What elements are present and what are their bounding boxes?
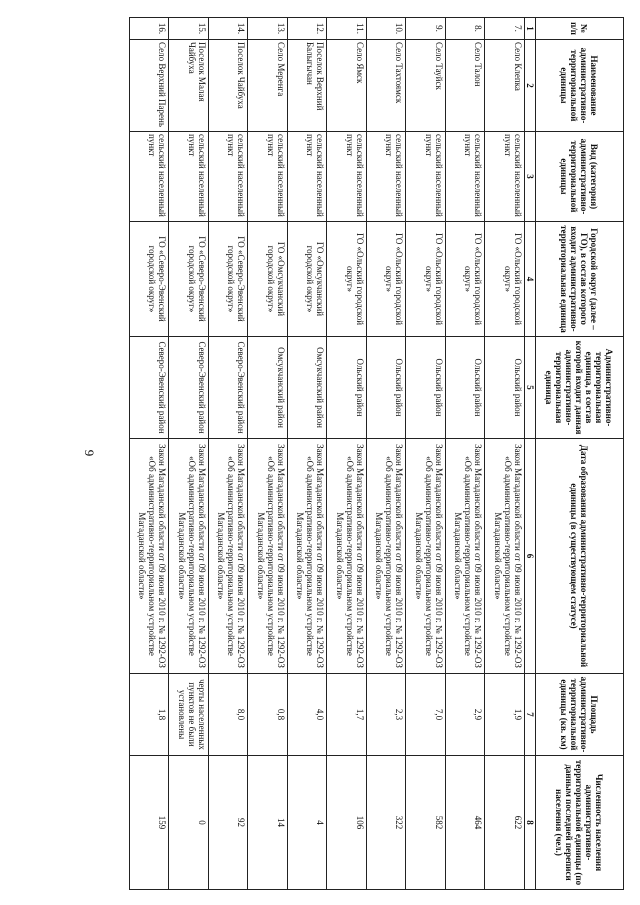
column-number: 8 [525,756,536,890]
city-district-cell: ГО «Ольский городской округ» [446,222,486,337]
row-number-cell: 8. [446,18,486,40]
population-cell: 582 [406,756,446,890]
unit-name-cell: Село Тахтоямск [367,40,407,132]
row-number-cell: 11. [327,18,367,40]
row-number-cell: 14. [209,18,249,40]
table-row [446,18,486,890]
area-sq-km-cell: 1,9 [485,674,525,756]
area-sq-km-cell: 1,8 [130,674,170,756]
formation-law-cell: Закон Магаданской области от 09 июня 2010 г. № 1292-ОЗ «Об административно-территориальном устройстве Магаданской области» [130,439,170,674]
unit-type-cell: сельский населенный пункт [169,132,209,222]
document-table-area [129,17,624,889]
row-number-cell: 7. [485,18,525,40]
area-sq-km-cell: 4,0 [288,674,328,756]
city-district-cell: ГО «Ольский городской округ» [485,222,525,337]
city-district-cell: ГО «Северо-Эвенский городской округ» [169,222,209,337]
unit-name-cell: Поселок Малая Чайбуха [169,40,209,132]
city-district-cell: ГО «Ольский городской округ» [367,222,407,337]
table-body [130,18,525,890]
row-number-cell: 10. [367,18,407,40]
formation-law-cell: Закон Магаданской области от 09 июня 2010 г. № 1292-ОЗ «Об административно-территориальном устройстве Магаданской области» [485,439,525,674]
column-number: 2 [525,40,536,132]
unit-name-cell: Поселок Верхний Балыгычан [288,40,328,132]
table-row [406,18,446,890]
parent-district-cell: Северо-Эвенский район [130,337,170,439]
parent-district-cell: Северо-Эвенский район [209,337,249,439]
unit-name-cell: Поселок Чайбуха [209,40,249,132]
area-sq-km-cell: черты населенных пунктов не были установлены [169,674,209,756]
unit-name-cell: Село Клепка [485,40,525,132]
formation-law-cell: Закон Магаданской области от 09 июня 2010 г. № 1292-ОЗ «Об административно-территориальном устройстве Магаданской области» [406,439,446,674]
population-cell: 159 [130,756,170,890]
area-sq-km-cell: 2,9 [446,674,486,756]
parent-district-cell: Омсукчанский район [288,337,328,439]
parent-district-cell: Омсукчанский район [248,337,288,439]
column-number: 3 [525,132,536,222]
unit-name-cell: Село Талон [446,40,486,132]
column-number: 6 [525,439,536,674]
header-cell: Наименование административно-территориальной единицы [536,40,624,132]
city-district-cell: ГО «Омсукчанский городской округ» [288,222,328,337]
unit-type-cell: сельский населенный пункт [446,132,486,222]
parent-district-cell: Ольский район [367,337,407,439]
city-district-cell: ГО «Северо-Эвенский городской округ» [130,222,170,337]
header-cell: Городской округ (далее – ГО), в состав которого входит административно-территориальная единица [536,222,624,337]
row-number-cell: 9. [406,18,446,40]
population-cell: 322 [367,756,407,890]
parent-district-cell: Ольский район [327,337,367,439]
parent-district-cell: Ольский район [485,337,525,439]
table-row [288,18,328,890]
city-district-cell: ГО «Северо-Эвенский городской округ» [209,222,249,337]
formation-law-cell: Закон Магаданской области от 09 июня 2010 г. № 1292-ОЗ «Об административно-территориальном устройстве Магаданской области» [248,439,288,674]
population-cell: 464 [446,756,486,890]
formation-law-cell: Закон Магаданской области от 09 июня 2010 г. № 1292-ОЗ «Об административно-территориальном устройстве Магаданской области» [327,439,367,674]
area-sq-km-cell: 0,8 [248,674,288,756]
unit-name-cell: Село Меренга [248,40,288,132]
column-number: 1 [525,18,536,40]
row-number-cell: 16. [130,18,170,40]
formation-law-cell: Закон Магаданской области от 09 июня 2010 г. № 1292-ОЗ «Об административно-территориальном устройстве Магаданской области» [169,439,209,674]
unit-type-cell: сельский населенный пункт [406,132,446,222]
population-cell: 622 [485,756,525,890]
page-number: 9 [82,449,97,457]
unit-name-cell: Село Ямск [327,40,367,132]
table-row [485,18,525,890]
formation-law-cell: Закон Магаданской области от 09 июня 2010 г. № 1292-ОЗ «Об административно-территориальном устройстве Магаданской области» [367,439,407,674]
area-sq-km-cell: 7,0 [406,674,446,756]
unit-type-cell: сельский населенный пункт [209,132,249,222]
column-number: 4 [525,222,536,337]
table-row [327,18,367,890]
table-row [209,18,249,890]
column-number-row [525,18,536,890]
settlements-table [129,17,624,890]
row-number-cell: 12. [288,18,328,40]
header-cell: № п/п [536,18,624,40]
row-number-cell: 13. [248,18,288,40]
population-cell: 106 [327,756,367,890]
area-sq-km-cell: 2,3 [367,674,407,756]
parent-district-cell: Ольский район [446,337,486,439]
city-district-cell: ГО «Ольский городской округ» [327,222,367,337]
table-row [169,18,209,890]
unit-name-cell: Село Верхний Парень [130,40,170,132]
city-district-cell: ГО «Омсукчанский городской округ» [248,222,288,337]
population-cell: 14 [248,756,288,890]
population-cell: 0 [169,756,209,890]
header-cell: Вид (категория) административно-территориальной единицы [536,132,624,222]
unit-type-cell: сельский населенный пункт [130,132,170,222]
header-cell: Дата образования административно-территориальной единицы (в существующем статусе) [536,439,624,674]
unit-type-cell: сельский населенный пункт [327,132,367,222]
column-number: 5 [525,337,536,439]
formation-law-cell: Закон Магаданской области от 09 июня 2010 г. № 1292-ОЗ «Об административно-территориальном устройстве Магаданской области» [288,439,328,674]
unit-name-cell: Село Тауйск [406,40,446,132]
table-row [248,18,288,890]
population-cell: 4 [288,756,328,890]
parent-district-cell: Ольский район [406,337,446,439]
header-cell: Площадь административно-территориальной единицы (кв. км) [536,674,624,756]
population-cell: 92 [209,756,249,890]
parent-district-cell: Северо-Эвенский район [169,337,209,439]
unit-type-cell: сельский населенный пункт [248,132,288,222]
table-row [367,18,407,890]
header-cell: Численность населения административно-территориальной единицы (по данным последней переписи населения (чел.) [536,756,624,890]
unit-type-cell: сельский населенный пункт [367,132,407,222]
column-number: 7 [525,674,536,756]
area-sq-km-cell: 8,0 [209,674,249,756]
formation-law-cell: Закон Магаданской области от 09 июня 2010 г. № 1292-ОЗ «Об административно-территориальном устройстве Магаданской области» [209,439,249,674]
area-sq-km-cell: 1,7 [327,674,367,756]
unit-type-cell: сельский населенный пункт [485,132,525,222]
header-cell: Административно-территориальная единица, в состав которой входит данная административно-территориальная единица [536,337,624,439]
formation-law-cell: Закон Магаданской области от 09 июня 2010 г. № 1292-ОЗ «Об административно-территориальном устройстве Магаданской области» [446,439,486,674]
table-row [130,18,170,890]
city-district-cell: ГО «Ольский городской округ» [406,222,446,337]
header-row [536,18,624,890]
unit-type-cell: сельский населенный пункт [288,132,328,222]
row-number-cell: 15. [169,18,209,40]
